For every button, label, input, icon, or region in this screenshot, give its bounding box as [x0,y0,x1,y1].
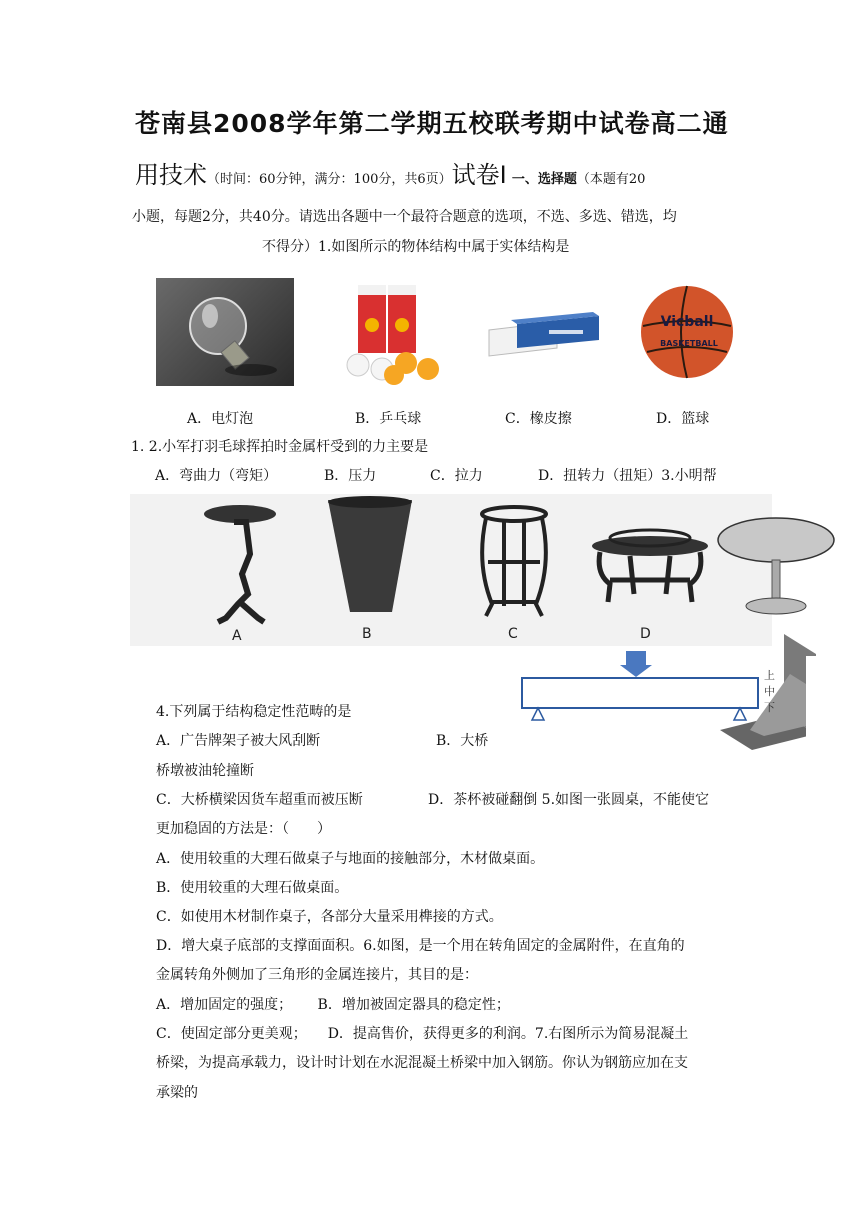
section-note: （本题有20 [576,172,646,187]
stand-label-a: A [232,628,242,644]
section-heading: 一、选择题 [511,172,577,187]
subject-name: 用技术 [135,161,207,189]
q4-option-b: B．大桥 [436,733,489,749]
exam-subtitle-line [135,155,645,190]
q4-option-b-cont: 桥墩被油轮撞断 [156,763,254,779]
exam-info: （时间：60分钟，满分：100分，共6页） [207,172,452,187]
q2-option-b: B．压力 [324,468,377,484]
exam-title: 苍南县2008学年第二学期五校联考期中试卷高二通 [135,109,729,138]
stand-label-c: C [508,626,518,642]
question-7-cont: 桥梁，为提高承载力，设计时计划在水泥混凝土桥梁中加入钢筋。你认为钢筋应加在支 [156,1055,688,1071]
q4-option-a: A．广告牌架子被大风刮断 [156,733,321,749]
basketball-image [639,280,735,384]
question-2: 1. 2.小军打羽毛球挥拍时金属杆受到的力主要是 [131,439,429,455]
question-5-cont: 更加稳固的方法是：（ ） [156,821,331,837]
basketball-brand-text: Vicball [660,314,714,330]
round-table-image [714,512,838,624]
beam-label-top: 上 [764,669,775,682]
light-bulb-image [156,278,294,386]
eraser-image [487,312,602,360]
q5-option-b: B．使用较重的大理石做桌面。 [156,880,349,896]
q1-option-b: B．乒乓球 [355,411,422,427]
q4-option-c: C．大桥横梁因货车超重而被压断 [156,792,363,808]
q5-option-d-q6: D．增大桌子底部的支撑面面积。6.如图，是一个用在转角固定的金属附件，在直角的 [156,938,685,954]
q4-option-d-q5: D．茶杯被碰翻倒 5.如图一张圆桌，不能使它 [428,792,710,808]
q1-option-d: D．篮球 [656,411,710,427]
q6-options-cd-q7: C．使固定部分更美观； D．提高售价，获得更多的利润。7.右图所示为简易混凝土 [156,1026,689,1042]
beam-label-middle: 中 [764,685,775,698]
question-7-end: 承梁的 [156,1085,198,1101]
q2-option-d: D．扭转力（扭矩）3.小明帮 [538,468,717,484]
beam-diagram [520,645,780,723]
instructions-line: 小题，每题2分，共40分。请选出各题中一个最符合题意的选项，不选、多选、错选，均 [132,209,677,225]
paper-label: 试卷Ⅰ [451,161,507,189]
q2-option-c: C．拉力 [430,468,483,484]
basketball-label-text: BASKETBALL [660,339,718,348]
stand-label-b: B [362,626,372,642]
q1-option-c: C．橡皮擦 [505,411,572,427]
stands-image [130,494,772,646]
beam-label-bottom: 下 [764,701,775,714]
ping-pong-image [330,275,453,385]
q2-option-a: A．弯曲力（弯矩） [155,468,278,484]
stand-label-d: D [640,626,651,642]
q6-options-ab: A．增加固定的强度； B．增加被固定器具的稳定性； [156,997,510,1013]
q5-option-c: C．如使用木材制作桌子，各部分大量采用榫接的方式。 [156,909,503,925]
question-1: 不得分）1.如图所示的物体结构中属于实体结构是 [262,239,570,255]
question-6-cont: 金属转角外侧加了三角形的金属连接片，其目的是： [156,967,478,983]
q1-option-a: A．电灯泡 [187,411,254,427]
question-4: 4.下列属于结构稳定性范畴的是 [156,704,352,720]
q5-option-a: A．使用较重的大理石做桌子与地面的接触部分，木材做桌面。 [156,851,545,867]
